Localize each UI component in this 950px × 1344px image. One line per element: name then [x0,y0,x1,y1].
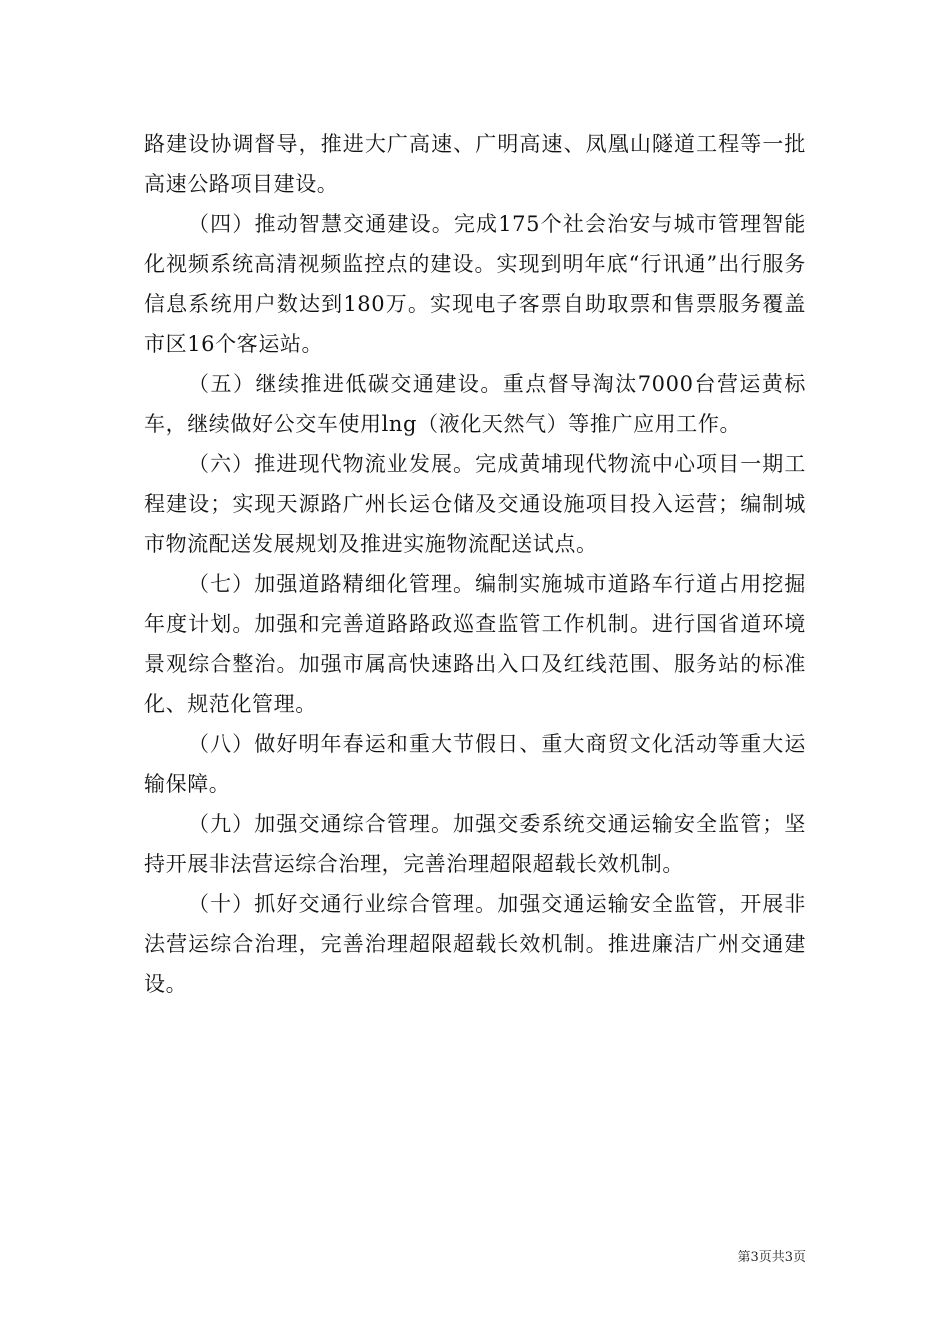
paragraph-2: （四）推动智慧交通建设。完成175个社会治安与城市管理智能化视频系统高清视频监控点的建设。实现到明年底“行讯通”出行服务信息系统用户数达到180万。实现电子客票自助取票和售票服务覆盖市区16个客运站。 [144,212,806,356]
paragraph-5: （七）加强道路精细化管理。编制实施城市道路车行道占用挖掘年度计划。加强和完善道路路政巡查监管工作机制。进行国省道环境景观综合整治。加强市属高快速路出入口及红线范围、服务站的标准化、规范化管理。 [144,572,806,716]
page-number: 第3页共3页 [737,1250,806,1265]
paragraph-6: （八）做好明年春运和重大节假日、重大商贸文化活动等重大运输保障。 [144,732,806,796]
paragraph-3: （五）继续推进低碳交通建设。重点督导淘汰7000台营运黄标车，继续做好公交车使用lng（液化天然气）等推广应用工作。 [144,372,806,436]
paragraph-4: （六）推进现代物流业发展。完成黄埔现代物流中心项目一期工程建设；实现天源路广州长运仓储及交通设施项目投入运营；编制城市物流配送发展规划及推进实施物流配送试点。 [144,452,806,556]
paragraph-8: （十）抓好交通行业综合管理。加强交通运输安全监管，开展非法营运综合治理，完善治理超限超载长效机制。推进廉洁广州交通建设。 [144,892,806,996]
paragraph-1: 路建设协调督导，推进大广高速、广明高速、凤凰山隧道工程等一批高速公路项目建设。 [144,132,806,196]
document-body [144,124,806,1004]
paragraph-7: （九）加强交通综合管理。加强交委系统交通运输安全监管；坚持开展非法营运综合治理，完善治理超限超载长效机制。 [144,812,806,876]
